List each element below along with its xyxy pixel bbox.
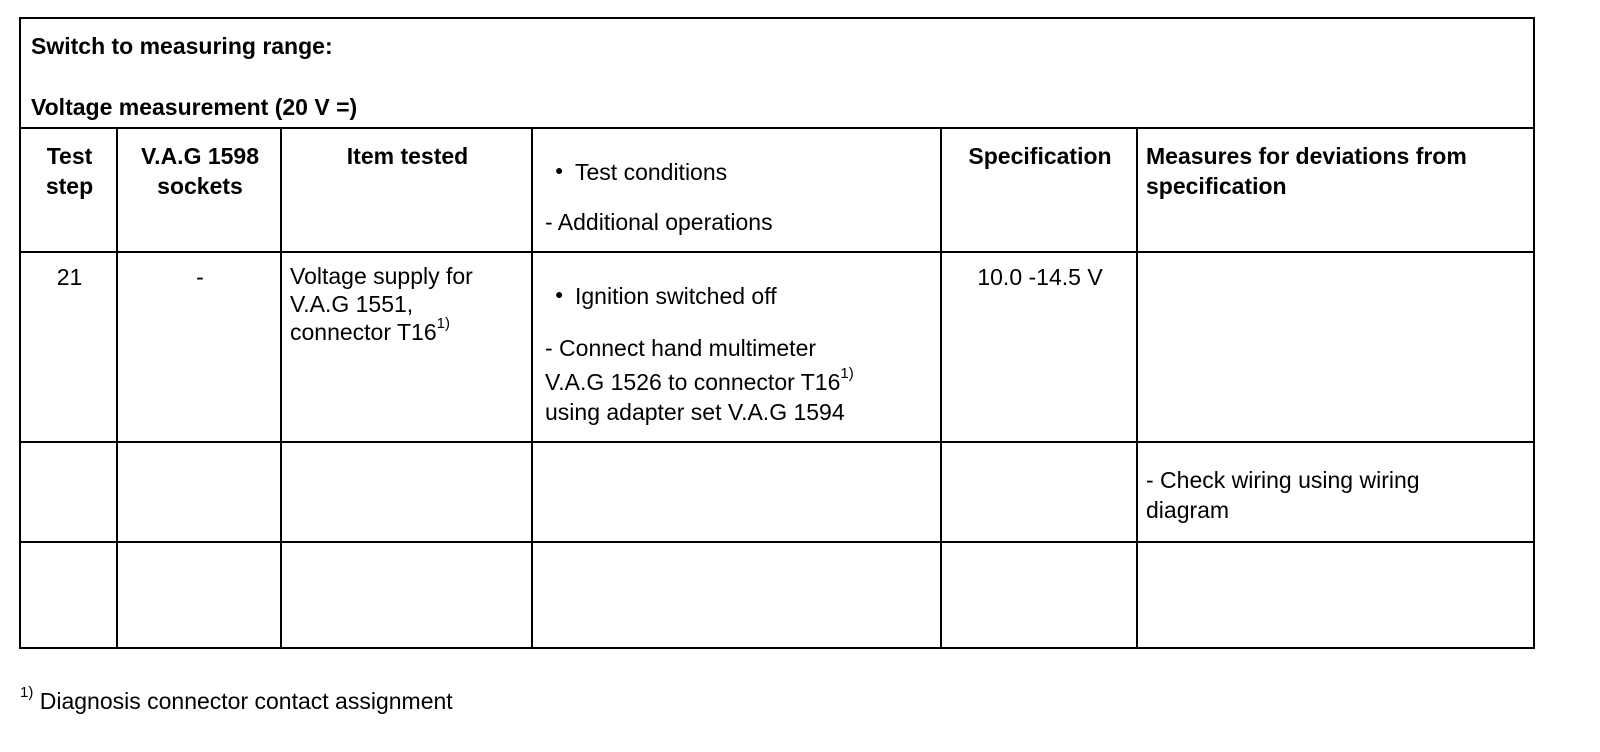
- col-header-measures: Measures for deviations from specification: [1146, 143, 1467, 199]
- row1-condition: ● Ignition switched off: [545, 279, 940, 311]
- col-header-test-step: Test step: [45, 143, 94, 199]
- col-header-sockets: V.A.G 1598 sockets: [140, 143, 260, 199]
- row1-operation: - Connect hand multimeter V.A.G 1526 to connector T16$^{1)}$ using adapter set V.A.G 1594: [545, 335, 854, 425]
- footnote-marker: 1): [20, 684, 34, 702]
- range-subtitle: Voltage measurement (20 V =): [31, 94, 358, 120]
- header-divider: [21, 127, 1533, 129]
- row1-test-step: 21: [56, 264, 83, 290]
- row-divider-1: [21, 251, 1533, 253]
- column-divider-1: [116, 127, 118, 649]
- col-header-operations: - Additional operations: [545, 209, 773, 235]
- row1-specification: 10.0 -14.5 V: [977, 264, 1103, 290]
- measurement-table: [19, 17, 1535, 649]
- column-divider-5: [1136, 127, 1138, 649]
- col-header-specification: Specification: [968, 143, 1112, 169]
- row-divider-3: [21, 541, 1533, 543]
- footnote-text: Diagnosis connector contact assignment: [33, 688, 453, 714]
- footnote: [20, 684, 453, 715]
- col-header-conditions: ● Test conditions: [545, 155, 940, 187]
- col-header-item-tested: Item tested: [346, 143, 469, 169]
- column-divider-2: [280, 127, 282, 649]
- bullet-icon: ●: [555, 162, 564, 178]
- row1-sockets: -: [196, 264, 204, 290]
- row1-item-tested: Voltage supply for V.A.G 1551, connector T16$^{1)}$: [290, 263, 473, 345]
- row2-measures: - Check wiring using wiring diagram: [1146, 467, 1420, 523]
- column-divider-4: [940, 127, 942, 649]
- row-divider-2: [21, 441, 1533, 443]
- range-title: Switch to measuring range:: [31, 33, 333, 59]
- column-divider-3: [531, 127, 533, 649]
- bullet-icon: ●: [555, 286, 564, 302]
